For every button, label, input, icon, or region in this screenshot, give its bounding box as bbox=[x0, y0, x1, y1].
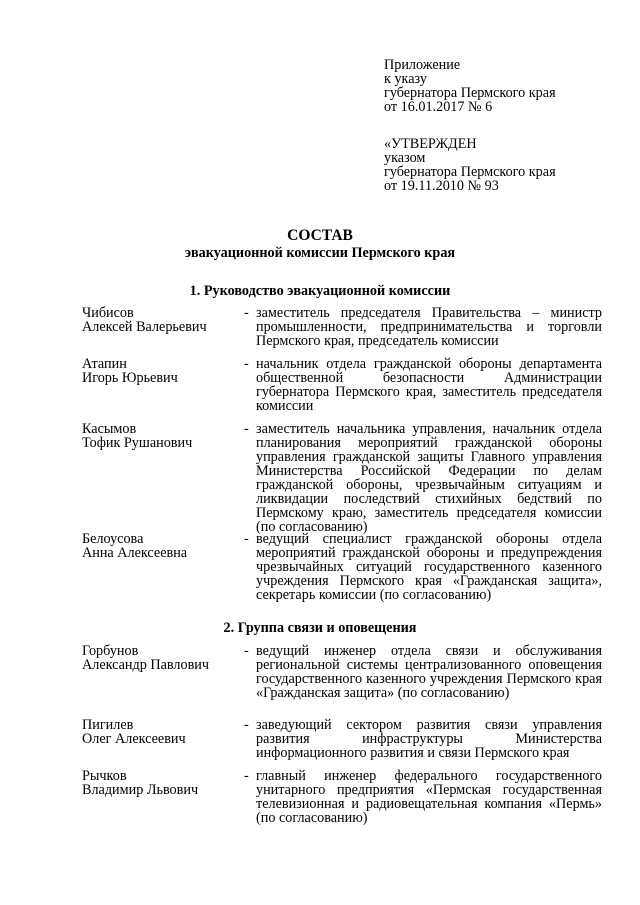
member-name bbox=[82, 422, 242, 450]
dash-separator: - bbox=[244, 643, 249, 659]
member-name bbox=[82, 357, 242, 385]
member-role: главный инженер федерального государственного унитарного предприятия «Пермская государственная телевизионная и радиовещательная компания «Пермь» (по согласованию) bbox=[256, 768, 602, 826]
section-heading: 1. Руководство эвакуационной комиссии bbox=[189, 283, 451, 299]
approved-line: «УТВЕРЖДЕН bbox=[384, 136, 477, 152]
section-heading: 2. Группа связи и оповещения bbox=[223, 620, 417, 636]
dash-separator: - bbox=[244, 531, 249, 547]
appendix-line: Приложение bbox=[384, 57, 461, 73]
member-given-name: Игорь Юрьевич bbox=[82, 370, 178, 386]
member-name bbox=[82, 644, 242, 672]
member-given-name: Тофик Рушанович bbox=[82, 435, 193, 451]
dash-separator: - bbox=[244, 356, 249, 372]
member-surname: Белоусова bbox=[82, 531, 144, 547]
appendix-line: от 16.01.2017 № 6 bbox=[384, 99, 493, 115]
member-role: ведущий инженер отдела связи и обслуживания региональной системы централизованного оповещения государственного казенного учреждения Пермского края «Гражданская защита» (по согласованию) bbox=[256, 643, 602, 701]
dash-separator: - bbox=[244, 305, 249, 321]
member-surname: Пигилев bbox=[82, 717, 134, 733]
member-surname: Рычков bbox=[82, 768, 127, 784]
member-role: заведующий сектором развития связи управления развития инфраструктуры Министерства информационного развития и связи Пермского края bbox=[256, 717, 602, 761]
document-subtitle: эвакуационной комиссии Пермского края bbox=[184, 245, 456, 261]
appendix-line: губернатора Пермского края bbox=[384, 85, 556, 101]
member-role: заместитель начальника управления, начальник отдела планирования мероприятий гражданской обороны управления гражданской защиты Главного управления Министерства Российской Федерации по делам гражданской обороны, чрезвычайным ситуациям и ликвидации последствий стихийных бедствий по Пермскому краю, заместитель председателя комиссии (по согласованию) bbox=[256, 421, 602, 535]
member-name bbox=[82, 532, 242, 560]
member-name bbox=[82, 306, 242, 334]
dash-separator: - bbox=[244, 421, 249, 437]
member-surname: Чибисов bbox=[82, 305, 134, 321]
member-role: ведущий специалист гражданской обороны отдела мероприятий гражданской обороны и предупреждения чрезвычайных ситуаций государственного казенного учреждения Пермского края «Гражданская защита», секретарь комиссии (по согласованию) bbox=[256, 531, 602, 603]
approved-line: губернатора Пермского края bbox=[384, 164, 556, 180]
member-role: начальник отдела гражданской обороны департамента общественной безопасности Администрации губернатора Пермского края, заместитель председателя комиссии bbox=[256, 356, 602, 414]
member-given-name: Анна Алексеевна bbox=[82, 545, 188, 561]
member-given-name: Владимир Львович bbox=[82, 782, 199, 798]
appendix-line: к указу bbox=[384, 71, 427, 87]
member-role: заместитель председателя Правительства – министр промышленности, предпринимательства и торговли Пермского края, председатель комиссии bbox=[256, 305, 602, 349]
dash-separator: - bbox=[244, 768, 249, 784]
member-name bbox=[82, 718, 242, 746]
member-given-name: Александр Павлович bbox=[82, 657, 210, 673]
member-given-name: Олег Алексеевич bbox=[82, 731, 186, 747]
member-surname: Касымов bbox=[82, 421, 137, 437]
member-surname: Атапин bbox=[82, 356, 127, 372]
member-name bbox=[82, 769, 242, 797]
appendix-block bbox=[384, 58, 624, 114]
member-surname: Горбунов bbox=[82, 643, 139, 659]
document-title: СОСТАВ bbox=[287, 227, 353, 244]
approved-block bbox=[384, 137, 624, 193]
approved-line: от 19.11.2010 № 93 bbox=[384, 178, 499, 194]
member-given-name: Алексей Валерьевич bbox=[82, 319, 207, 335]
approved-line: указом bbox=[384, 150, 426, 166]
dash-separator: - bbox=[244, 717, 249, 733]
